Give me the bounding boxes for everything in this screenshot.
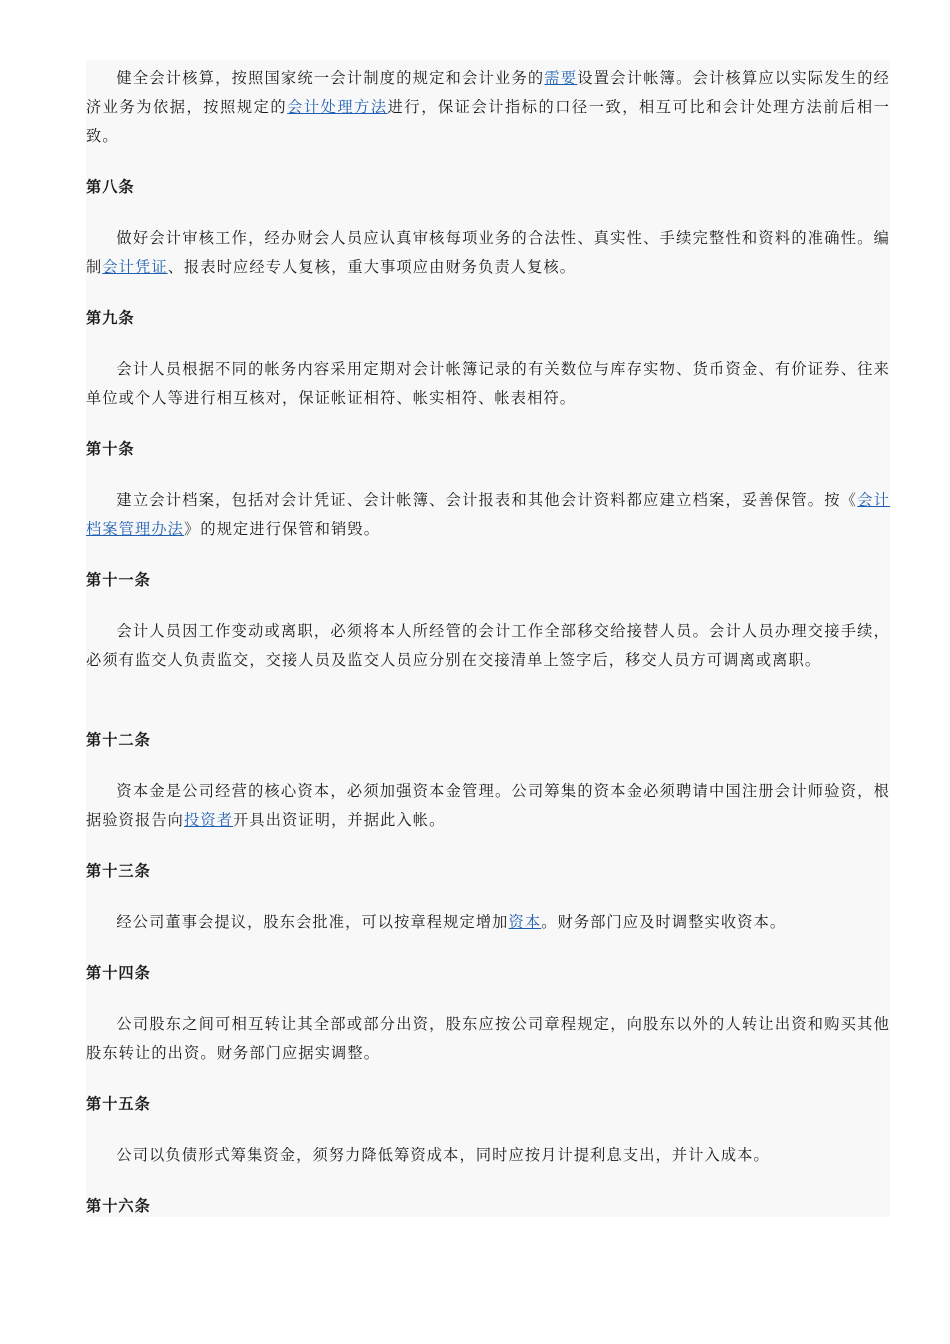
article-10-paragraph — [86, 486, 890, 544]
article-11-heading: 第十一条 — [86, 571, 151, 589]
text-run: 、报表时应经专人复核，重大事项应由财务负责人复核。 — [167, 258, 577, 276]
text-run: 资本金是公司经营的核心资本，必须加强资本金管理。公司筹集的资本金必须聘请中国注册会计师验资，根据验资报告向 — [86, 782, 890, 829]
link-accounting-method[interactable]: 会计处理方法 — [287, 98, 388, 116]
link-xuyao[interactable]: 需要 — [544, 69, 578, 87]
article-12-heading: 第十二条 — [86, 731, 151, 749]
link-archive-management-rules[interactable]: 会计档案管理办法 — [86, 491, 890, 538]
article-13-paragraph — [86, 908, 890, 937]
article-12-paragraph — [86, 777, 890, 835]
article-15-heading: 第十五条 — [86, 1095, 151, 1113]
text-run: 》的规定进行保管和销毁。 — [184, 520, 381, 538]
text-run: 设置会计帐簿。会计核算应以实际发生的经济业务为依据，按照规定的 — [86, 69, 890, 116]
text-run: 建立会计档案，包括对会计凭证、会计帐簿、会计报表和其他会计资料都应建立档案，妥善保管。按《 — [116, 491, 858, 509]
text-run: 开具出资证明，并据此入帐。 — [233, 811, 446, 829]
text-run: 做好会计审核工作，经办财会人员应认真审核每项业务的合法性、真实性、手续完整性和资料的准确性。编制 — [86, 229, 890, 276]
article-14-paragraph: 公司股东之间可相互转让其全部或部分出资，股东应按公司章程规定，向股东以外的人转让出资和购买其他股东转让的出资。财务部门应据实调整。 — [86, 1015, 890, 1062]
article-9-heading: 第九条 — [86, 309, 135, 327]
article-11-paragraph: 会计人员因工作变动或离职，必须将本人所经管的会计工作全部移交给接替人员。会计人员办理交接手续，必须有监交人负责监交，交接人员及监交人员应分别在交接清单上签字后，移交人员方可调离或离职。 — [86, 622, 890, 669]
text-run: 经公司董事会提议，股东会批准，可以按章程规定增加 — [116, 913, 509, 931]
article-16-heading: 第十六条 — [86, 1197, 151, 1215]
link-investor[interactable]: 投资者 — [184, 811, 234, 829]
link-accounting-voucher[interactable]: 会计凭证 — [102, 258, 168, 276]
article-15-paragraph: 公司以负债形式筹集资金，须努力降低筹资成本，同时应按月计提利息支出，并计入成本。 — [116, 1146, 770, 1164]
document-body — [86, 60, 890, 1217]
article-13-heading: 第十三条 — [86, 862, 151, 880]
article-8-heading: 第八条 — [86, 178, 135, 196]
link-capital[interactable]: 资本 — [508, 913, 542, 931]
text-run: 健全会计核算，按照国家统一会计制度的规定和会计业务的 — [116, 69, 545, 87]
article-7-paragraph — [86, 64, 890, 151]
article-9-paragraph: 会计人员根据不同的帐务内容采用定期对会计帐簿记录的有关数位与库存实物、货币资金、有价证券、往来单位或个人等进行相互核对，保证帐证相符、帐实相符、帐表相符。 — [86, 360, 890, 407]
article-10-heading: 第十条 — [86, 440, 135, 458]
text-run: 。财务部门应及时调整实收资本。 — [541, 913, 787, 931]
text-run: 进行，保证会计指标的口径一致，相互可比和会计处理方法前后相一致。 — [86, 98, 891, 145]
article-14-heading: 第十四条 — [86, 964, 151, 982]
article-8-paragraph — [86, 224, 890, 282]
